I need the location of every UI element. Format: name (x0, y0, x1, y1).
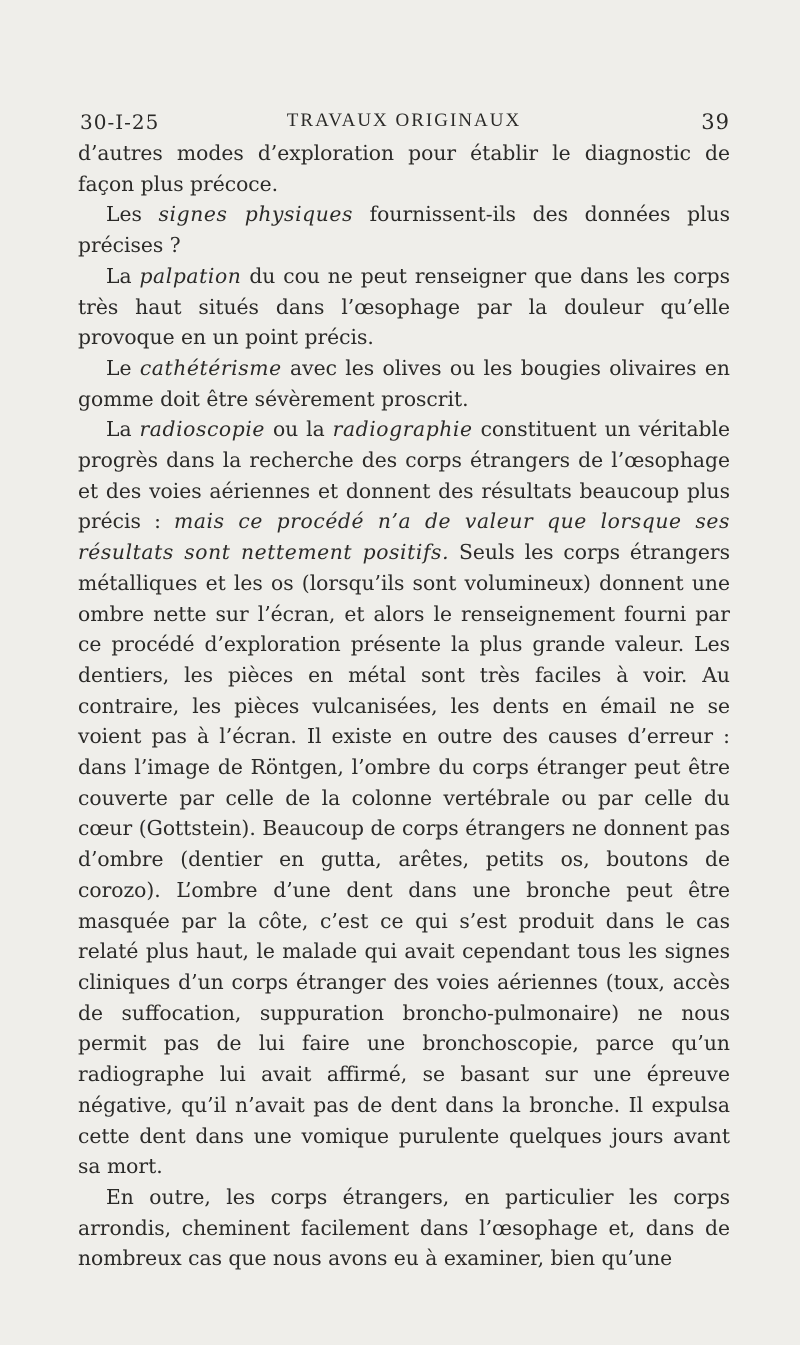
text-run: Seuls les corps étrangers métalliques et les os (lorsqu’ils sont volumineux) donnent une ombre nette sur l’écran, et alors le renseignement fourni par ce procédé d’exploration présente la plus grande valeur. Les dentiers, les pièces en métal sont très faciles à voir. Au contraire, les pièces vulcanisées, les dents en émail ne se voient pas à l’écran. Il existe en outre des causes d’erreur : dans l’image de Röntgen, l’ombre du corps étranger peut être couverte par celle de la colonne vertébrale ou par celle du cœur (Gottstein). Beaucoup de corps étrangers ne donnent pas d’ombre (dentier en gutta, arêtes, petits os, boutons de corozo). L’ombre d’une dent dans une bronche peut être masquée par la côte, c’est ce qui s’est produit dans le cas relaté plus haut, le malade qui avait cependant tous les signes cliniques d’un corps étranger des voies aériennes (toux, accès de suffocation, suppuration broncho-pulmonaire) ne nous permit pas de lui faire une bronchoscopie, parce qu’un radiographe lui avait affirmé, se basant sur une épreuve négative, qu’il n’avait pas de dent dans la bronche. Il expulsa cette dent dans une vomique purulente quelques jours avant sa mort. (78, 540, 730, 1179)
paragraph (78, 199, 730, 260)
text-run: La (106, 263, 140, 288)
italic-term: cathétérisme (139, 355, 282, 380)
text-run: avec les olives ou les bougies olivaires en gomme doit être sévèrement proscrit. (78, 355, 730, 411)
header-title: TRAVAUX ORIGINAUX (286, 110, 522, 131)
paragraph (78, 414, 730, 1182)
paragraph (78, 1182, 730, 1274)
text-run: d’autres modes d’exploration pour établir le diagnostic de façon plus précoce. (78, 141, 730, 196)
text-run: fournissent-ils des données plus précises ? (78, 202, 731, 258)
text-run: Le (106, 355, 140, 380)
page-number: 39 (701, 110, 730, 134)
italic-term: radioscopie (139, 417, 266, 442)
text-run: Les (106, 202, 159, 227)
italic-term: radiographie (332, 417, 473, 442)
header-date: 30-I-25 (80, 110, 160, 134)
paragraph (78, 261, 730, 353)
paragraph (78, 353, 730, 414)
italic-term: palpation (139, 263, 242, 288)
text-run: ou la (265, 417, 333, 442)
running-header (78, 104, 730, 138)
text-run: La (106, 417, 140, 442)
text-run: du cou ne peut renseigner que dans les corps très haut situés dans l’œsophage par la douleur qu’elle provoque en un point précis. (78, 263, 730, 350)
italic-term: mais ce procédé n’a de valeur que lorsque ses résultats sont nettement positifs. (78, 509, 730, 565)
italic-term: signes physiques (158, 202, 354, 227)
body-text (78, 138, 730, 1274)
text-run: En outre, les corps étrangers, en particulier les corps arrondis, cheminent facilement dans l’œsophage et, dans de nombreux cas que nous avons eu à examiner, bien qu’une (78, 1184, 730, 1271)
text-run: constituent un véritable progrès dans la recherche des corps étrangers de l’œsophage et des voies aériennes et donnent des résultats beaucoup plus précis : (78, 417, 731, 534)
paragraph (78, 138, 730, 199)
